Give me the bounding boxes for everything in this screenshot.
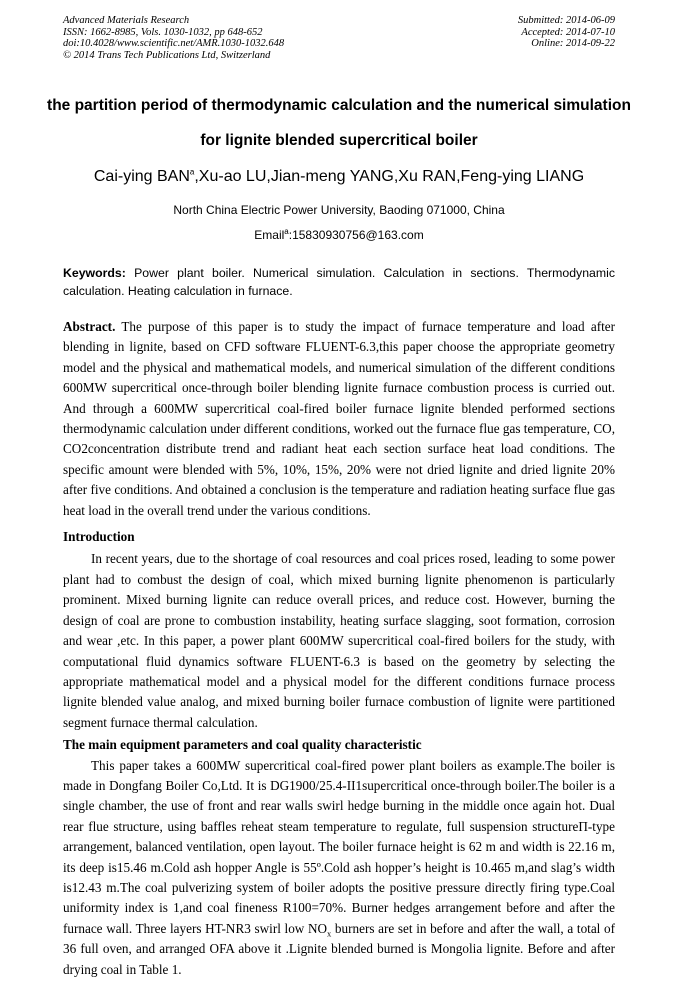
author-superscript: a — [189, 167, 195, 177]
authors — [0, 167, 678, 187]
keywords — [63, 264, 615, 300]
accepted-date: Accepted: 2014-07-10 — [521, 26, 615, 38]
issn: ISSN: 1662-8985, Vols. 1030-1032, pp 648-652 — [63, 26, 263, 38]
abstract-text: The purpose of this paper is to study the impact of furnace temperature and load after blending in lignite, based on CFD software FLUENT-6.3,this paper choose the appropriate geometry model and the physical and mathematical models, and numerical simulation of the different conditions 600MW supercritical once-through boiler blending lignite furnace combustion process is curried out. And through a 600MW supercritical coal-fired boiler furnace lignite blended performed sections thermodynamic calculation under different conditions, worked out the furnace flue gas temperature, CO, CO2concentration distribute trend and radiant heat each section surface heat load conditions. The specific amount were blended with 5%, 10%, 15%, 20% were not dried lignite and dried lignite 20% after five conditions. And obtained a conclusion is the temperature and radiation heating surface flue gas heat load in the overall trend under the various conditions. — [63, 319, 615, 518]
email-label: Email — [254, 228, 285, 242]
section-heading-equipment: The main equipment parameters and coal quality characteristic — [63, 737, 422, 753]
other-authors: ,Xu-ao LU,Jian-meng YANG,Xu RAN,Feng-ying LIANG — [194, 168, 585, 185]
page-header — [63, 15, 615, 61]
keywords-text: Power plant boiler. Numerical simulation. Calculation in sections. Thermodynamic calculation. Heating calculation in furnace. — [63, 266, 615, 298]
first-author: Cai-ying BAN — [93, 168, 190, 185]
keywords-label: Keywords: — [63, 266, 126, 280]
abstract-label: Abstract. — [63, 319, 116, 334]
equipment-text-b: burners are set in before and after the wall, a total of 36 full oven, and arranged OFA above it .Lignite blended burned is Mongolia lignite. Before and after drying coal in Table 1. — [63, 920, 615, 977]
section-heading-introduction: Introduction — [63, 529, 135, 545]
submitted-date: Submitted: 2014-06-09 — [517, 15, 615, 26]
dates-info — [518, 15, 615, 50]
copyright: © 2014 Trans Tech Publications Ltd, Switzerland — [63, 49, 271, 61]
paper-title: the partition period of thermodynamic calculation and the numerical simulation for lignite blended supercritical boiler — [47, 97, 631, 149]
affiliation: North China Electric Power University, Baoding 071000, China — [173, 203, 505, 217]
doi: doi:10.4028/www.scientific.net/AMR.1030-1032.648 — [63, 38, 285, 49]
email-address: :15830930756@163.com — [288, 228, 424, 242]
online-date: Online: 2014-09-22 — [531, 38, 615, 49]
abstract — [63, 317, 615, 521]
email — [0, 228, 678, 243]
equipment-paragraph — [63, 756, 615, 980]
journal-name: Advanced Materials Research — [63, 15, 190, 26]
nox-subscript: x — [327, 928, 332, 939]
introduction-paragraph: In recent years, due to the shortage of coal resources and coal prices rosed, leading to some power plant had to combust the design of coal, which mixed burning lignite phenomenon is particularly prominent. Mixed burning lignite can reduce overall prices, and reduce cost. However, burning the design of coal are prone to combustion instability, heating surface slagging, soot formation, corrosion and wear ,etc. In this paper, a power plant 600MW supercritical coal-fired boilers for the study, with computational fluid dynamics software FLUENT-6.3 is based on the geometry by selecting the appropriate mathematical model and a physical model for the different conditions furnace process lignite blended value analog, and mixed burning boiler furnace combustion of lignite were partitioned segment furnace thermal calculation. — [63, 551, 615, 730]
email-superscript: a — [284, 227, 289, 236]
journal-info — [63, 15, 284, 61]
equipment-text-a: This paper takes a 600MW supercritical coal-fired power plant boilers as example.The boiler is made in Dongfang Boiler Co,Ltd. It is DG1900/25.4-II1supercritical once-through boiler.The boiler is a single chamber, the use of front and rear walls swirl hedge burning in the middle once again hot. Dual rear flue structure, using baffles reheat steam temperature to regulate, full suspension structureΠ-type arrangement, balanced ventilation, open layout. The boiler furnace height is 62 m and width is 22.16 m, its deep is15.46 m.Cold ash hopper Angle is 55º.Cold ash hopper’s height is 10.465 m,and slag’s width is12.43 m.The coal pulverizing system of boiler adopts the positive pressure directly firing type.Coal uniformity index is 1,and coal fineness R100=70%. Burner hedges arrangement before and after the furnace wall. Three layers HT-NR3 swirl low NO — [63, 757, 615, 936]
